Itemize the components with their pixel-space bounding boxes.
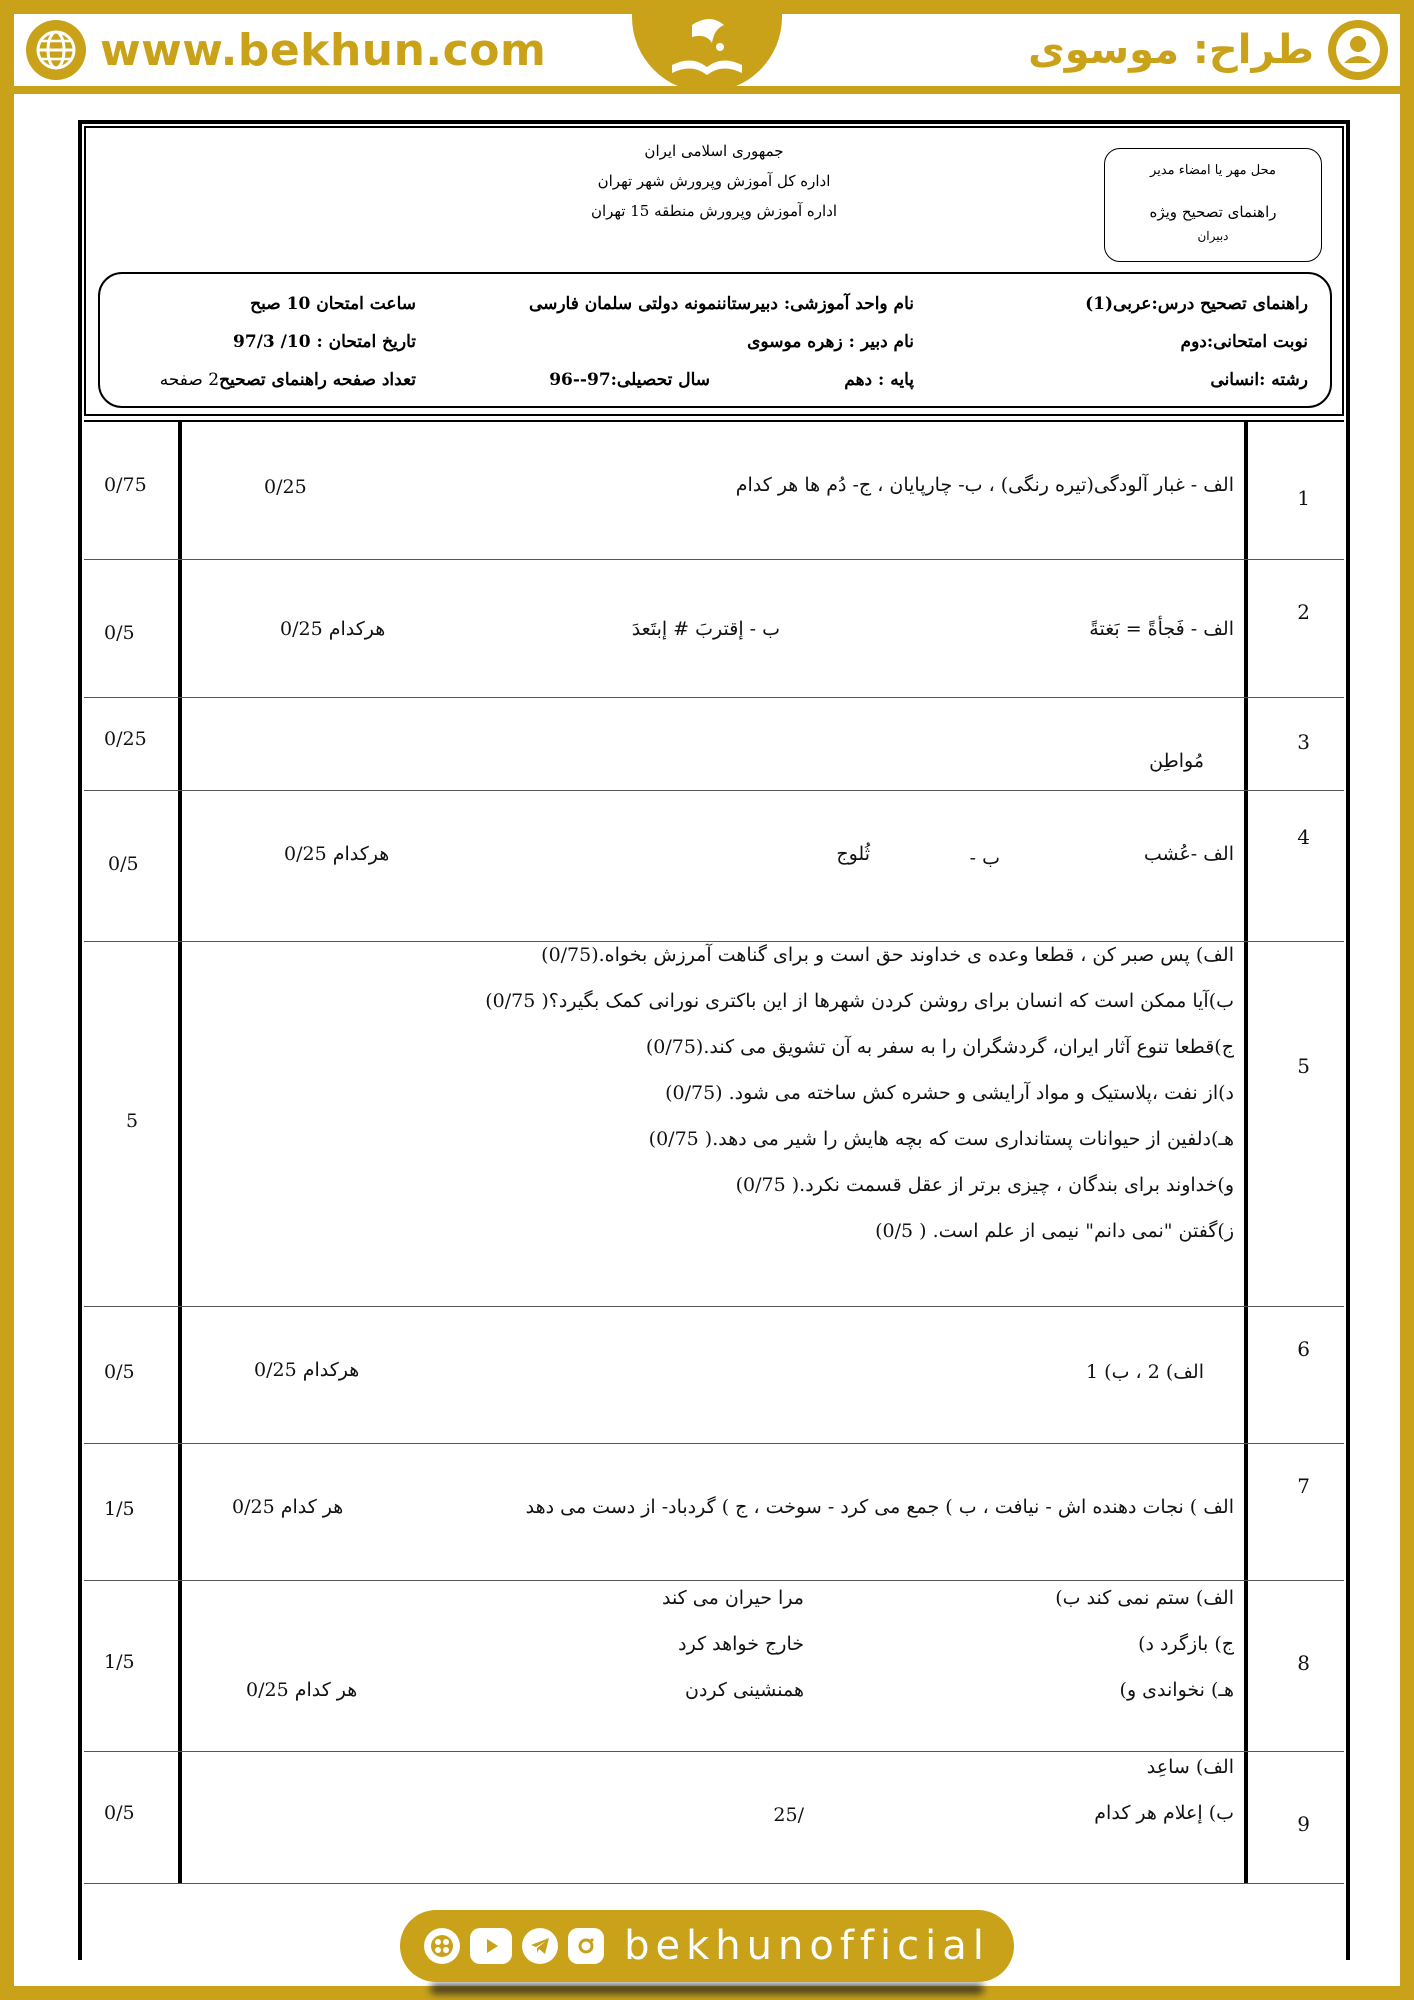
school-year: سال تحصیلی:97--96 xyxy=(549,370,710,390)
row-score: 0/5 xyxy=(104,1802,135,1824)
author-name: طراح: موسوی xyxy=(1028,27,1314,73)
aparat-icon[interactable] xyxy=(424,1928,460,1964)
row-score: 0/5 xyxy=(104,1361,135,1383)
number-column xyxy=(1244,1307,1344,1443)
row-score: 5 xyxy=(126,1110,139,1132)
row-note: هرکدام 0/25 xyxy=(280,618,386,640)
answer-line: و)خداوند برای بندگان ، چیزی برتر از عقل قسمت نکرد.( 0/75) xyxy=(735,1174,1234,1196)
question-number: 2 xyxy=(1297,600,1310,624)
banner-divider xyxy=(14,86,1400,94)
answer-pair-left: مرا حیران می کند xyxy=(661,1587,804,1609)
question-number: 7 xyxy=(1297,1474,1310,1498)
answer-row xyxy=(84,1752,1344,1884)
answer-pair-right: الف) ستم نمی کند ب) xyxy=(1055,1587,1234,1609)
telegram-icon[interactable] xyxy=(522,1928,558,1964)
question-number: 8 xyxy=(1297,1651,1310,1675)
exam-session: نوبت امتحانی:دوم xyxy=(1180,332,1308,352)
number-column xyxy=(1244,560,1344,697)
answer-pair-right: ج) بازگرد د) xyxy=(1138,1633,1234,1655)
answer-text: الف) 2 ، ب) 1 xyxy=(1086,1361,1204,1383)
row-note: هر کدام 0/25 xyxy=(232,1496,344,1518)
answer-line: ج)قطعا تنوع آثار ایران، گردشگران را به سفر به آن تشویق می کند.(0/75) xyxy=(645,1036,1234,1058)
instagram-icon[interactable] xyxy=(568,1928,604,1964)
answer-part-b: ب - إقتربَ # إبتَعدَ xyxy=(631,618,780,640)
answer-row xyxy=(84,1307,1344,1444)
answer-text: الف ) نجات دهنده اش - نیافت ، ب ) جمع می کرد - سوخت ، ج ) گردباد- از دست می دهد xyxy=(525,1496,1234,1518)
number-column xyxy=(1244,1752,1344,1883)
exam-time: ساعت امتحان 10 صبح xyxy=(250,294,416,314)
user-icon xyxy=(1328,20,1388,80)
stamp-title: راهنمای تصحیح ویژه xyxy=(1149,203,1277,221)
page-count-label: تعداد صفحه راهنمای تصحیح xyxy=(219,370,416,390)
answer-row xyxy=(84,1581,1344,1752)
question-number: 1 xyxy=(1297,486,1310,510)
stamp-label: محل مهر یا امضاء مدیر xyxy=(1150,163,1276,178)
question-number: 4 xyxy=(1297,825,1310,849)
answer-row xyxy=(84,1444,1344,1581)
site-link[interactable] xyxy=(26,14,546,86)
gov-line: جمهوری اسلامی ایران xyxy=(644,142,784,160)
answer-part-a: الف -عُشب xyxy=(1143,843,1234,865)
answer-part-c: /25 xyxy=(773,1804,804,1826)
stamp-box xyxy=(1104,148,1322,262)
social-handle[interactable]: bekhunofficial xyxy=(624,1923,990,1969)
row-score: 0/25 xyxy=(104,728,147,750)
page-count-value: 2 صفحه xyxy=(159,370,220,390)
site-url[interactable]: www.bekhun.com xyxy=(100,24,547,76)
row-score: 0/5 xyxy=(104,622,135,644)
answer-text: مُواطِن xyxy=(1149,750,1204,772)
row-note: هرکدام 0/25 xyxy=(254,1359,360,1381)
author-badge xyxy=(1028,14,1388,86)
field-name: رشته :انسانی xyxy=(1210,370,1308,390)
answer-pair-left: همنشینی کردن xyxy=(685,1679,804,1701)
row-score: 0/5 xyxy=(108,853,139,875)
number-column xyxy=(1244,791,1344,941)
answer-part-c: ثُلوج xyxy=(836,843,870,865)
grade-level: پایه : دهم xyxy=(844,370,914,390)
social-footer[interactable] xyxy=(400,1910,1014,1982)
number-column xyxy=(1244,422,1344,559)
exam-header xyxy=(84,126,1344,416)
answer-text: الف - غبار آلودگی(تیره رنگی) ، ب- چارپایان ، ج- دُم ها هر کدام xyxy=(735,474,1234,496)
row-score: 1/5 xyxy=(104,1651,135,1673)
row-note: هر کدام 0/25 xyxy=(246,1679,358,1701)
answer-row xyxy=(84,942,1344,1307)
answer-row xyxy=(84,698,1344,791)
exam-info-box xyxy=(98,272,1332,408)
answer-part-b: ب - xyxy=(969,847,1000,869)
row-score: 0/75 xyxy=(104,474,147,496)
youtube-icon[interactable] xyxy=(470,1928,512,1964)
school-name: نام واحد آموزشی: دبیرستاننمونه دولتی سلمان فارسی xyxy=(528,294,914,314)
answer-line: د)از نفت ،پلاستیک و مواد آرایشی و حشره کش ساخته می شود. (0/75) xyxy=(665,1082,1234,1104)
answer-pair-left: خارج خواهد کرد xyxy=(678,1633,804,1655)
book-logo-icon xyxy=(662,7,752,85)
number-column xyxy=(1244,1444,1344,1580)
row-note: 0/25 xyxy=(264,476,307,498)
course-name: راهنمای تصحیح درس:عربی(1) xyxy=(1085,294,1308,314)
answer-row xyxy=(84,791,1344,942)
number-column xyxy=(1244,698,1344,790)
answer-row xyxy=(84,560,1344,698)
question-number: 6 xyxy=(1297,1337,1310,1361)
number-column xyxy=(1244,1581,1344,1751)
number-column xyxy=(1244,942,1344,1306)
gov-line: اداره کل آموزش وپرورش شهر تهران xyxy=(597,172,831,190)
answer-part-a: الف - فَجأةً = بَغتةً xyxy=(1089,618,1234,640)
question-number: 9 xyxy=(1297,1812,1310,1836)
answer-table xyxy=(84,420,1344,1884)
answer-pair-right: هـ) نخواندی و) xyxy=(1119,1679,1234,1701)
answer-part-a: الف) ساعِد xyxy=(1146,1756,1234,1778)
answer-line: هـ)دلفین از حیوانات پستانداری ست که بچه هایش را شیر می دهد.( 0/75) xyxy=(648,1128,1234,1150)
page-count xyxy=(160,370,416,390)
teacher-name: نام دبیر : زهره موسوی xyxy=(747,332,914,352)
answer-part-b: ب) إعلام هر کدام xyxy=(1094,1802,1234,1824)
row-note: هرکدام 0/25 xyxy=(284,843,390,865)
question-number: 5 xyxy=(1297,1054,1310,1078)
answer-line: ب)آیا ممکن است که انسان برای روشن کردن شهرها از این باکتری نورانی کمک بگیرد؟( 0/75) xyxy=(485,990,1234,1012)
gov-line: اداره آموزش وپرورش منطقه 15 تهران xyxy=(590,202,838,220)
question-number: 3 xyxy=(1297,730,1310,754)
answer-row xyxy=(84,422,1344,560)
answer-line: الف) پس صبر کن ، قطعا وعده ی خداوند حق است و برای گناهت آمرزش بخواه.(0/75) xyxy=(541,944,1234,966)
answer-line: ز)گفتن "نمی دانم" نیمی از علم است. ( 0/5) xyxy=(875,1220,1234,1242)
stamp-sub: دبیران xyxy=(1197,229,1229,243)
globe-icon xyxy=(26,20,86,80)
footer-shadow xyxy=(430,1984,984,1994)
exam-date: تاریخ امتحان : 10/ 97/3 xyxy=(233,332,416,352)
row-score: 1/5 xyxy=(104,1498,135,1520)
